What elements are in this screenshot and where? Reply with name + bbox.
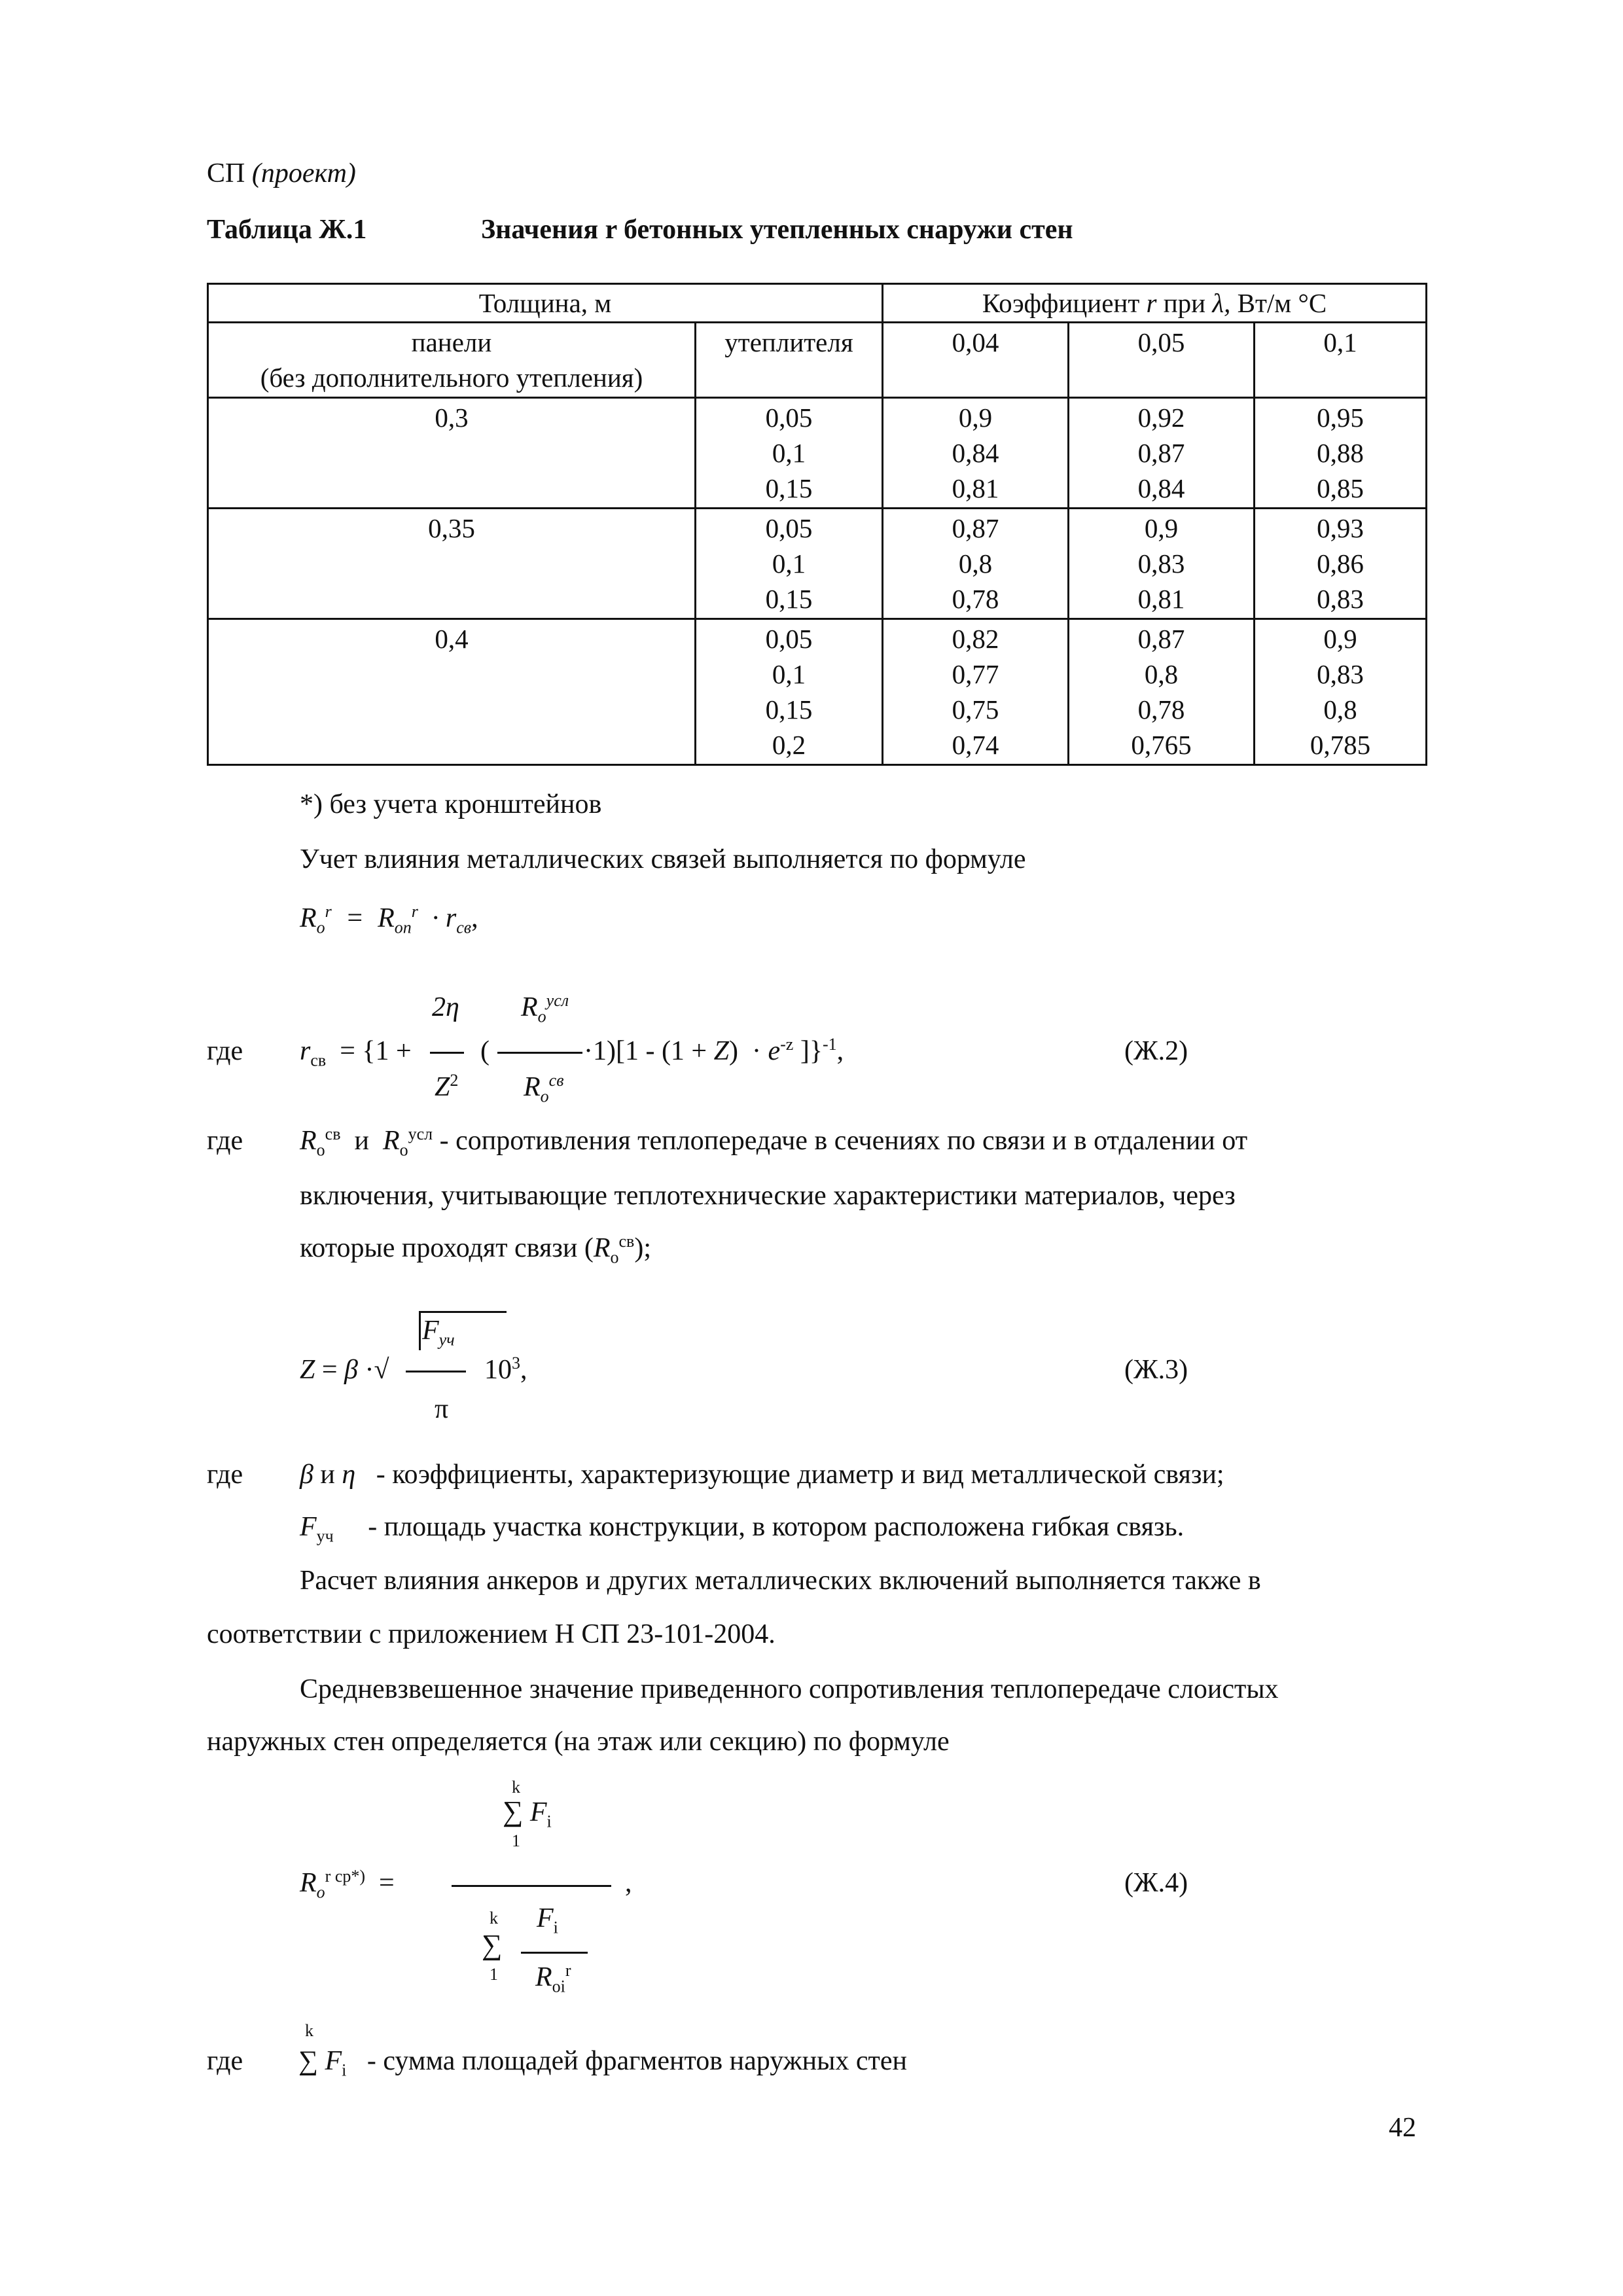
header-coef-prefix: Коэффициент: [982, 288, 1140, 318]
table-header-row-2: [208, 323, 1427, 398]
cell: 0,8: [1323, 694, 1357, 725]
cell: 0,2: [772, 730, 806, 760]
table-row: [208, 619, 1427, 765]
header-coef-r: r: [1146, 288, 1157, 318]
insulation-values: [696, 398, 883, 509]
cell: 0,83: [1137, 548, 1185, 579]
cell: 0,765: [1131, 730, 1192, 760]
coef-values-1: [883, 619, 1069, 765]
header-prefix: СП: [207, 158, 245, 188]
subheader-lambda-3: 0,1: [1255, 323, 1427, 398]
eq2-tail: $\cdot 1)[1 - (1 + Z) \cdot e^{-z}$ ]}$^{-1}$,: [584, 1035, 844, 1066]
eq4-sum-top: ∑ $F_i$: [503, 1795, 552, 1831]
eq4-lhs: $R_о^{r ср*)}$ =: [300, 1867, 395, 1902]
document-header: [207, 160, 356, 187]
def-r-line3: которые проходят связи $(R_о^{св})$;: [300, 1232, 651, 1267]
table-footnote: *) без учета кронштейнов: [300, 789, 602, 819]
def-beta-eta: β и η - коэффициенты, характеризующие диаметр и вид металлической связи;: [300, 1460, 1224, 1490]
cell: 0,05: [765, 513, 813, 543]
eq3-pi: π: [435, 1394, 449, 1424]
def-sum-text: - сумма площадей фрагментов наружных стен: [366, 2046, 907, 2076]
def-f-text: - площадь участка конструкции, в котором расположена гибкая связь.: [368, 1512, 1185, 1542]
cell: 0,87: [952, 513, 999, 543]
subheader-panel-note: (без дополнительного утепления): [260, 363, 643, 393]
cell: 0,74: [952, 730, 999, 760]
coef-values-3: [1255, 619, 1427, 765]
panel-thickness: 0,3: [208, 398, 696, 509]
cell: 0,81: [952, 473, 999, 503]
def-r-line3-text: которые проходят связи (: [300, 1233, 594, 1263]
eq4-sum-lower: 1: [512, 1831, 520, 1850]
def-fuch: $F_{уч}$ - площадь участка конструкции, в котором расположена гибкая связь.: [300, 1512, 1185, 1546]
cell: 0,8: [1144, 659, 1179, 689]
subheader-lambda-2: 0,05: [1069, 323, 1255, 398]
header-coef-pri: при: [1163, 288, 1206, 318]
table-caption-label: Таблица Ж.1: [207, 215, 367, 245]
eq3-label: (Ж.3): [1124, 1355, 1188, 1385]
where-label: где: [207, 2046, 243, 2076]
cell: 0,1: [772, 438, 806, 468]
eq2-paren-open: (: [480, 1036, 490, 1066]
cell: 0,82: [952, 624, 999, 654]
coef-values-2: [1069, 509, 1255, 619]
eq2-fraction-line: [497, 1052, 582, 1054]
eq4-sum-upper: k: [512, 1778, 520, 1797]
cell: 0,83: [1317, 584, 1364, 614]
cell: 0,78: [1137, 694, 1185, 725]
eq4-den-sum-lower: 1: [490, 1965, 498, 1984]
avg-line1: Средневзвешенное значение приведенного сопротивления теплопередаче слоистых: [300, 1674, 1279, 1704]
eq3-fraction-line: [406, 1371, 466, 1372]
header-coefficient: [883, 284, 1427, 323]
header-coef-lambda: λ,: [1212, 288, 1231, 318]
cell: 0,81: [1137, 584, 1185, 614]
table-row: [208, 398, 1427, 509]
formula-ro-r: $R_о^r = R_{оn}^r \cdot r_{св}$,: [300, 902, 478, 937]
subheader-panel: [208, 323, 696, 398]
subheader-panel-label: панели: [411, 327, 492, 357]
eq2-rsv: $R_о^{св}$: [524, 1071, 564, 1106]
cell: 0,77: [952, 659, 999, 689]
eq3-radical-stem: [419, 1311, 421, 1350]
coef-values-1: [883, 398, 1069, 509]
coef-values-3: [1255, 509, 1427, 619]
coef-values-2: [1069, 619, 1255, 765]
table-row: [208, 509, 1427, 619]
cell: 0,78: [952, 584, 999, 614]
eq4-label: (Ж.4): [1124, 1868, 1188, 1898]
def-r-line1: $R_о^{св}$ и $R_о^{усл}$ - сопротивления теплопередаче в сечениях по связи и в отдалении от: [300, 1124, 1248, 1160]
cell: 0,15: [765, 694, 813, 725]
header-coef-unit: Вт/м °С: [1237, 288, 1327, 318]
eq4-den-fraction-line: [521, 1952, 588, 1954]
def-sum: ∑ $F_i$ - сумма площадей фрагментов наружных стен: [298, 2046, 907, 2080]
eq4-fraction-line: [452, 1885, 611, 1887]
cell: 0,88: [1317, 438, 1364, 468]
cell: 0,15: [765, 584, 813, 614]
cell: 0,05: [765, 624, 813, 654]
cell: 0,9: [958, 403, 993, 433]
cell: 0,87: [1137, 624, 1185, 654]
where-label: где: [207, 1126, 243, 1156]
table-caption-title: Значения r бетонных утепленных снаружи стен: [481, 215, 1073, 245]
header-note: (проект): [251, 158, 356, 188]
eq3-radical-bar: [419, 1311, 507, 1313]
eq2-fraction-line: [430, 1052, 464, 1054]
eq4-den-roi: $R_{oi}^r$: [535, 1961, 571, 1996]
page-number: 42: [1389, 2113, 1416, 2143]
cell: 0,785: [1310, 730, 1371, 760]
cell: 0,75: [952, 694, 999, 725]
cell: 0,86: [1317, 548, 1364, 579]
eq2-main: $r_{св} = \{1$ +: [300, 1036, 412, 1070]
eq4-den-sum: ∑: [482, 1929, 503, 1961]
eq4-den-sum-upper: k: [490, 1909, 498, 1928]
coef-values-3: [1255, 398, 1427, 509]
eq2-numerator: 2η: [432, 992, 459, 1022]
eq4-den-fi: $F_i$: [537, 1903, 558, 1937]
cell: 0,84: [1137, 473, 1185, 503]
cell: 0,84: [952, 438, 999, 468]
where-label: где: [207, 1460, 243, 1490]
eq2-rcond: $R_о^{усл}$: [521, 991, 569, 1026]
eq2-label: (Ж.2): [1124, 1036, 1188, 1066]
cell: 0,93: [1317, 513, 1364, 543]
cell: 0,8: [958, 548, 993, 579]
cell: 0,15: [765, 473, 813, 503]
cell: 0,83: [1317, 659, 1364, 689]
coef-values-2: [1069, 398, 1255, 509]
subheader-lambda-1: 0,04: [883, 323, 1069, 398]
insulation-values: [696, 619, 883, 765]
anchors-line2: соответствии с приложением Н СП 23-101-2004.: [207, 1619, 776, 1649]
cell: 0,85: [1317, 473, 1364, 503]
def-r-text: - сопротивления теплопередаче в сечениях по связи и в отдалении от: [439, 1126, 1248, 1156]
insulation-values: [696, 509, 883, 619]
cell: 0,1: [772, 548, 806, 579]
def-r-line2: включения, учитывающие теплотехнические характеристики материалов, через: [300, 1181, 1236, 1211]
cell: 0,05: [765, 403, 813, 433]
avg-line2: наружных стен определяется (на этаж или секцию) по формуле: [207, 1727, 950, 1757]
anchors-line1: Расчет влияния анкеров и других металлических включений выполняется также в: [300, 1566, 1261, 1596]
cell: 0,9: [1323, 624, 1357, 654]
coefficient-table: [207, 283, 1427, 766]
eq4-comma: ,: [625, 1868, 632, 1898]
cell: 0,95: [1317, 403, 1364, 433]
subheader-insulation: утеплителя: [696, 323, 883, 398]
eq3-fuch: $F_{уч}$: [422, 1316, 455, 1350]
metal-ties-intro: Учет влияния металлических связей выполняется по формуле: [300, 844, 1026, 874]
header-thickness: Толщина, м: [208, 284, 883, 323]
coef-values-1: [883, 509, 1069, 619]
cell: 0,1: [772, 659, 806, 689]
panel-thickness: 0,35: [208, 509, 696, 619]
where-label: где: [207, 1036, 243, 1066]
cell: 0,9: [1144, 513, 1179, 543]
cell: 0,92: [1137, 403, 1185, 433]
eq2-denominator: $Z^2$: [435, 1071, 459, 1102]
eq3-main: Z = β ·√: [300, 1355, 389, 1385]
table-header-row-1: [208, 284, 1427, 323]
eq3-power: $10^3$,: [484, 1354, 527, 1385]
def-beta-text: - коэффициенты, характеризующие диаметр и вид металлической связи;: [376, 1460, 1224, 1490]
cell: 0,87: [1137, 438, 1185, 468]
def-sum-upper: k: [305, 2021, 313, 2040]
panel-thickness: 0,4: [208, 619, 696, 765]
